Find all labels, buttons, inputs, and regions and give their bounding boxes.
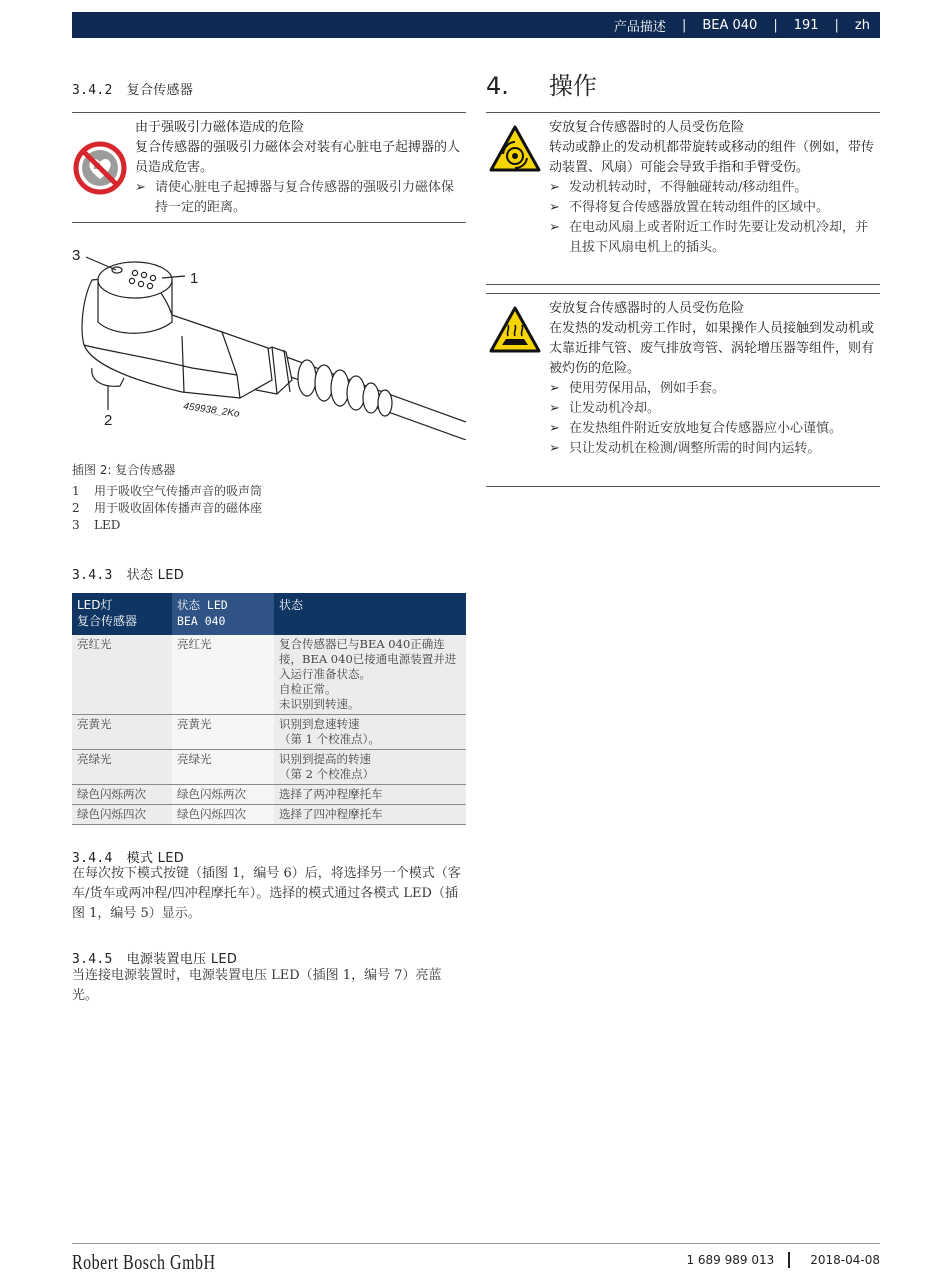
table-cell: 亮红光 <box>172 635 274 715</box>
warning-body: 转动或静止的发动机都带旋转或移动的组件（例如，带传动装置、风扇）可能会导致手指和手臂受伤。 <box>549 140 875 175</box>
divider <box>72 222 466 223</box>
divider <box>486 112 880 113</box>
warning-instruction: ➢ 在发热组件附近安放地复合传感器应小心谨慎。 <box>549 419 879 439</box>
figure-label-3: 3 <box>72 247 81 264</box>
table-cell: 选择了两冲程摩托车 <box>274 785 466 805</box>
legend-item: 2 用于吸收固体传播声音的磁体座 <box>72 501 263 515</box>
table-row <box>72 785 466 805</box>
footer-divider <box>72 1243 880 1244</box>
legend-item: 3 LED <box>72 518 121 532</box>
legend-item: 1 用于吸收空气传播声音的吸声筒 <box>72 484 263 498</box>
warning-title: 安放复合传感器时的人员受伤危险 <box>549 301 745 316</box>
warning-title: 由于强吸引力磁体造成的危险 <box>135 120 305 135</box>
table-cell: 识别到提高的转速 （第 2 个校准点） <box>274 750 466 785</box>
warning-instruction: ➢ 只让发动机在检测/调整所需的时间内运转。 <box>549 439 879 459</box>
table-cell: 亮绿光 <box>72 750 172 785</box>
section-number: 3.4.2 <box>72 83 113 98</box>
table-cell: 绿色闪烁两次 <box>172 785 274 805</box>
table-row <box>72 805 466 825</box>
warning-title: 安放复合传感器时的人员受伤危险 <box>549 120 745 135</box>
table-cell: 选择了四冲程摩托车 <box>274 805 466 825</box>
figure-caption: 插图 2: 复合传感器 <box>72 463 176 477</box>
table-row <box>72 750 466 785</box>
no-pacemaker-icon <box>73 141 127 195</box>
warning-instruction: ➢ 请使心脏电子起搏器与复合传感器的强吸引力磁体保持一定的距离。 <box>135 178 465 218</box>
header-page-number: 191 <box>793 17 819 33</box>
header-language: zh <box>854 17 870 33</box>
table-cell: 绿色闪烁两次 <box>72 785 172 805</box>
chapter-title: 操作 <box>548 72 597 100</box>
mode-led-paragraph: 在每次按下模式按键（插图 1，编号 6）后，将选择另一个模式（客车/货车或两冲程/四冲程摩托车）。选择的模式通过各模式 LED（插图 1，编号 5）显示。 <box>72 866 461 921</box>
table-cell: 亮黄光 <box>72 715 172 750</box>
table-cell: 亮黄光 <box>172 715 274 750</box>
table-cell: 识别到怠速转速 （第 1 个校准点）。 <box>274 715 466 750</box>
figure-reference: 459938_2Ko <box>182 401 241 420</box>
column-header: 状态 LED BEA 040 <box>172 593 274 635</box>
column-header: LED灯 复合传感器 <box>72 593 172 635</box>
footer-info <box>686 1252 880 1268</box>
page-header-bar <box>72 12 880 38</box>
table-row <box>72 715 466 750</box>
figure-label-2: 2 <box>104 412 113 429</box>
column-header: 状态 <box>274 593 466 635</box>
power-led-paragraph: 当连接电源装置时，电源装置电压 LED（插图 1，编号 7）亮蓝光。 <box>72 968 442 1003</box>
section-title: 复合传感器 <box>126 83 194 98</box>
footer-company: Robert Bosch GmbH <box>72 1252 216 1275</box>
header-model: BEA 040 <box>702 17 758 33</box>
status-led-table <box>72 593 466 825</box>
section-number: 3.4.5 <box>72 952 113 967</box>
warning-body: 在发热的发动机旁工作时，如果操作人员接触到发动机或太靠近排气管、废气排放弯管、涡轮增压器等组件，则有被灼伤的危险。 <box>549 321 875 376</box>
section-number: 3.4.4 <box>72 851 113 866</box>
table-cell: 复合传感器已与BEA 040正确连接，BEA 040已接通电源装置并进入运行准备状态。 自检正常。 未识别到转速。 <box>274 635 466 715</box>
section-number: 3.4.3 <box>72 568 113 583</box>
table-header-row <box>72 593 466 635</box>
warning-instruction: ➢ 在电动风扇上或者附近工作时先要让发动机冷却，并且拔下风扇电机上的插头。 <box>549 218 879 258</box>
header-separator: | <box>834 17 839 33</box>
warning-magnet <box>135 118 465 218</box>
header-section: 产品描述 <box>613 19 666 35</box>
figure-legend <box>72 483 262 534</box>
section-title: 模式 LED <box>126 851 185 866</box>
warning-instruction: ➢ 让发动机冷却。 <box>549 399 879 419</box>
warning-instruction: ➢ 发动机转动时，不得触碰转动/移动组件。 <box>549 178 879 198</box>
hot-surface-warning-icon <box>488 305 542 355</box>
warning-body: 复合传感器的强吸引力磁体会对装有心脏电子起搏器的人员造成危害。 <box>135 140 461 175</box>
section-heading-3-4-5 <box>72 948 237 967</box>
combined-sensor-figure <box>72 240 466 440</box>
divider <box>72 112 466 113</box>
table-cell: 亮红光 <box>72 635 172 715</box>
header-separator: | <box>681 17 687 33</box>
footer-separator <box>788 1252 790 1268</box>
section-heading-3-4-2 <box>72 79 193 98</box>
section-title: 电源装置电压 LED <box>126 952 238 967</box>
chapter-heading <box>486 66 597 101</box>
divider <box>486 293 880 294</box>
header-separator: | <box>773 17 778 33</box>
divider <box>486 486 880 487</box>
warning-instruction: ➢ 使用劳保用品，例如手套。 <box>549 379 879 399</box>
warning-instruction: ➢ 不得将复合传感器放置在转动组件的区域中。 <box>549 198 879 218</box>
table-cell: 绿色闪烁四次 <box>72 805 172 825</box>
section-title: 状态 LED <box>126 568 185 583</box>
footer-date: 2018-04-08 <box>810 1253 880 1267</box>
table-row <box>72 635 466 715</box>
warning-hot-surface <box>549 299 879 459</box>
figure-label-1: 1 <box>190 270 199 287</box>
footer-doc-number: 1 689 989 013 <box>686 1253 775 1267</box>
divider <box>486 284 880 285</box>
rotating-parts-warning-icon <box>488 124 542 174</box>
table-cell: 绿色闪烁四次 <box>172 805 274 825</box>
warning-rotating-parts <box>549 118 879 258</box>
section-heading-3-4-3 <box>72 564 184 583</box>
chapter-number: 4. <box>486 72 509 100</box>
table-cell: 亮绿光 <box>172 750 274 785</box>
